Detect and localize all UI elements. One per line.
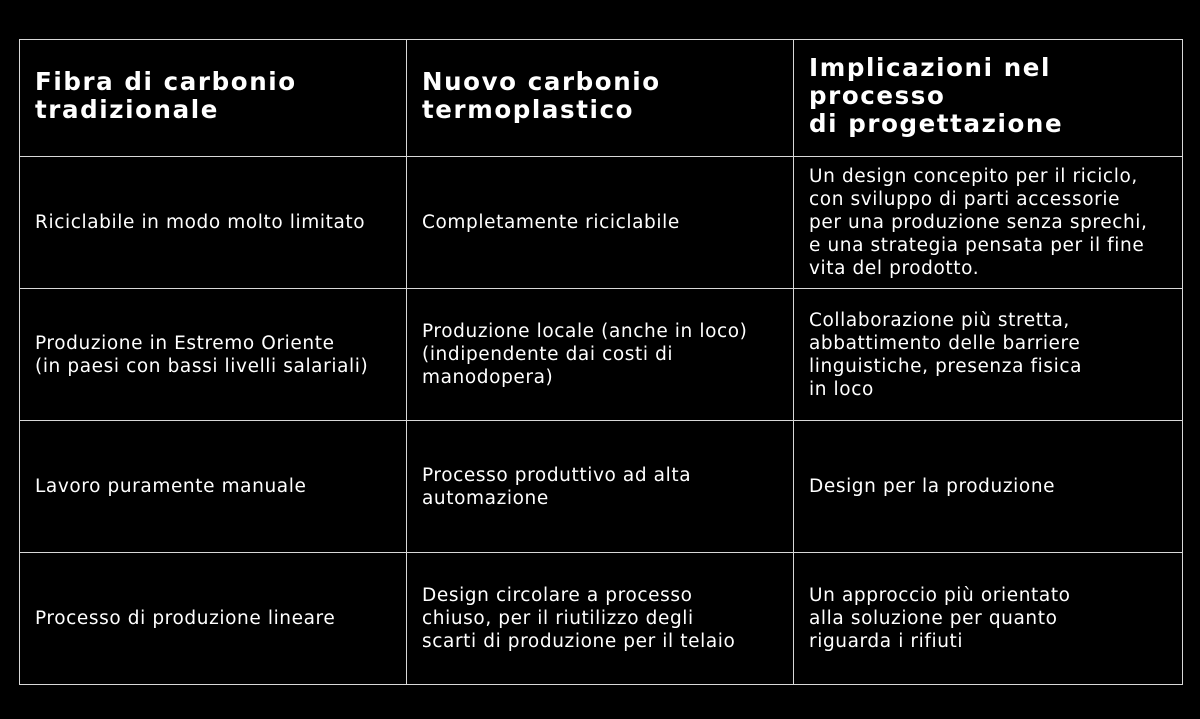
cell-thermoplastic: Design circolare a processo chiuso, per il riutilizzo degli scarti di produzione per il telaio bbox=[407, 553, 794, 685]
table-row bbox=[20, 157, 1183, 289]
cell-traditional: Riciclabile in modo molto limitato bbox=[20, 157, 407, 289]
table-row bbox=[20, 421, 1183, 553]
header-traditional-carbon-fiber: Fibra di carbonio tradizionale bbox=[20, 40, 407, 157]
header-new-thermoplastic-carbon: Nuovo carbonio termoplastico bbox=[407, 40, 794, 157]
cell-thermoplastic: Completamente riciclabile bbox=[407, 157, 794, 289]
table-row bbox=[20, 289, 1183, 421]
cell-traditional: Lavoro puramente manuale bbox=[20, 421, 407, 553]
cell-implications: Collaborazione più stretta, abbattimento delle barriere linguistiche, presenza fisica in loco bbox=[794, 289, 1183, 421]
header-design-implications: Implicazioni nel processo di progettazione bbox=[794, 40, 1183, 157]
comparison-table bbox=[19, 39, 1183, 685]
cell-thermoplastic: Produzione locale (anche in loco) (indipendente dai costi di manodopera) bbox=[407, 289, 794, 421]
cell-traditional: Produzione in Estremo Oriente (in paesi con bassi livelli salariali) bbox=[20, 289, 407, 421]
cell-implications: Un design concepito per il riciclo, con sviluppo di parti accessorie per una produzione senza sprechi, e una strategia pensata per il fine vita del prodotto. bbox=[794, 157, 1183, 289]
cell-implications: Design per la produzione bbox=[794, 421, 1183, 553]
header-row bbox=[20, 40, 1183, 157]
cell-implications: Un approccio più orientato alla soluzione per quanto riguarda i rifiuti bbox=[794, 553, 1183, 685]
table-row bbox=[20, 553, 1183, 685]
cell-thermoplastic: Processo produttivo ad alta automazione bbox=[407, 421, 794, 553]
cell-traditional: Processo di produzione lineare bbox=[20, 553, 407, 685]
